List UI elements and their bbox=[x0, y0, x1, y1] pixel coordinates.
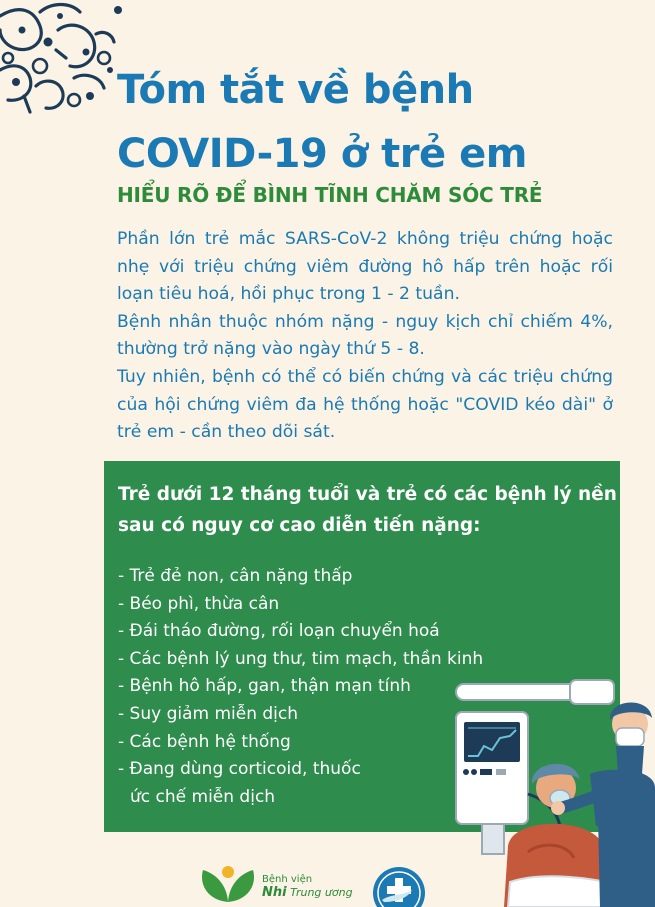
hospital-name bbox=[262, 874, 353, 900]
hospital-name-rest: Trung ương bbox=[286, 886, 353, 899]
risk-box-heading: Trẻ dưới 12 tháng tuổi và trẻ có các bệnh lý nền sau có nguy cơ cao diễn tiến nặng: bbox=[118, 484, 617, 536]
intro-paragraph: Phần lớn trẻ mắc SARS-CoV-2 không triệu chứng hoặc nhẹ với triệu chứng viêm đường hô hấp trên hoặc rối loạn tiêu hoá, hồi phục trong 1 - 2 tuần. bbox=[117, 229, 613, 305]
hospital-name-bold: Nhi bbox=[262, 885, 287, 900]
list-item: - Béo phì, thừa cân bbox=[118, 593, 280, 614]
list-item: - Đái tháo đường, rối loạn chuyển hoá bbox=[118, 621, 440, 642]
page-title bbox=[117, 58, 637, 186]
virus-icon bbox=[0, 0, 130, 115]
list-item: - Các bệnh lý ung thư, tim mạch, thần kinh bbox=[118, 648, 484, 669]
hospital-name-line-1: Bệnh viện bbox=[262, 874, 313, 885]
patient-ventilator-illustration bbox=[420, 676, 655, 907]
intro-text bbox=[117, 226, 613, 447]
list-item: - Bệnh hô hấp, gan, thận mạn tính bbox=[118, 676, 411, 697]
cross-dove-seal-icon bbox=[372, 866, 426, 907]
title-line-1: Tóm tắt về bệnh bbox=[117, 67, 474, 113]
list-item: - Trẻ đẻ non, cân nặng thấp bbox=[118, 566, 353, 586]
subtitle: HIỂU RÕ ĐỂ BÌNH TĨNH CHĂM SÓC TRẺ bbox=[117, 183, 543, 207]
list-item: - Đang dùng corticoid, thuốc bbox=[118, 759, 361, 780]
hospital-name-line-2 bbox=[262, 886, 353, 900]
list-item: - Các bệnh hệ thống bbox=[118, 731, 291, 752]
title-line-2: COVID-19 ở trẻ em bbox=[117, 131, 527, 177]
intro-paragraph: Tuy nhiên, bệnh có thể có biến chứng và các triệu chứng của hội chứng viêm đa hệ thống hoặc "COVID kéo dài" ở trẻ em - cần theo dõi sát. bbox=[117, 366, 613, 443]
leaf-logo-icon bbox=[199, 862, 257, 906]
intro-paragraph: Bệnh nhân thuộc nhóm nặng - nguy kịch chỉ chiếm 4%, thường trở nặng vào ngày thứ 5 - 8. bbox=[117, 311, 613, 360]
list-item: ức chế miễn dịch bbox=[130, 786, 276, 807]
list-item: - Suy giảm miễn dịch bbox=[118, 703, 299, 724]
